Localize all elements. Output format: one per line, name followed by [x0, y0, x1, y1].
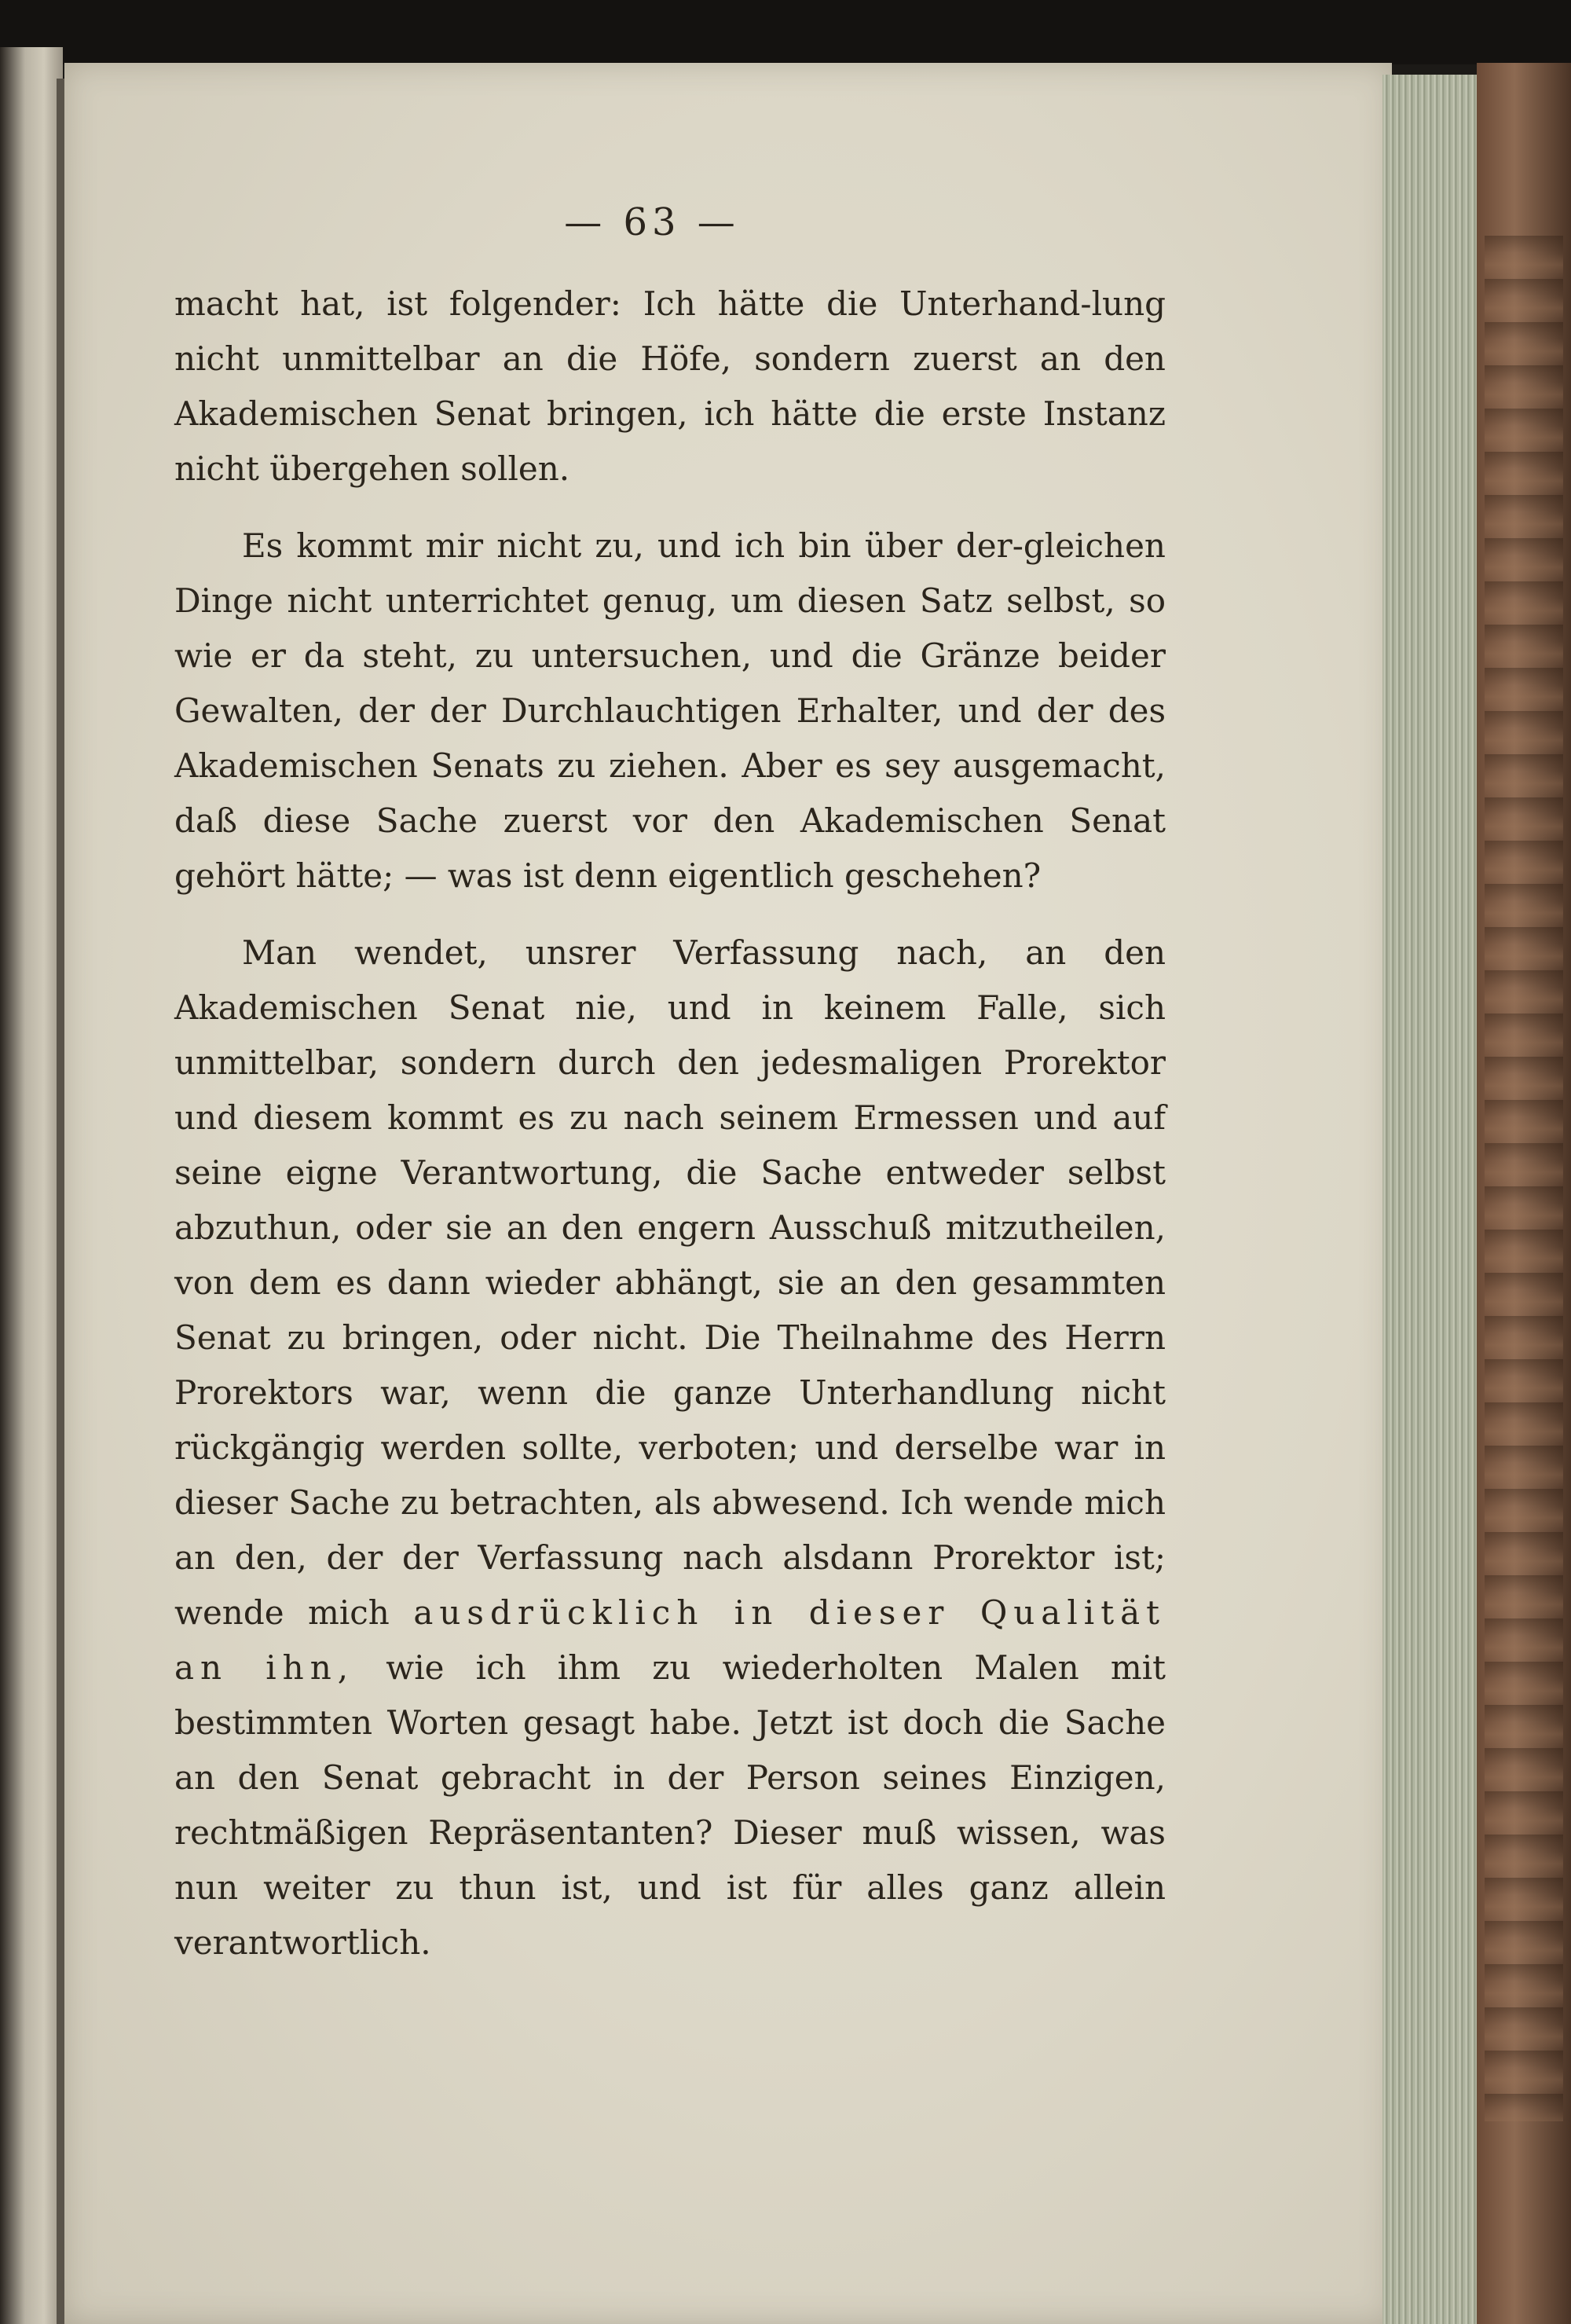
page-number: — 63 — — [564, 200, 740, 244]
paragraph-2: Es kommt mir nicht zu, und ich bin über der-gleichen Dinge nicht unterrichtet genug, um diesen Satz selbst, so wie er da steht, zu untersuchen, und die Gränze beider Gewalten, der der Durchlauchtigen Erhalter, und der des Akademischen Senats zu ziehen. Aber es sey ausgemacht, daß diese Sache zuerst vor den Akademischen Senat gehört hätte; — was ist denn eigentlich geschehen? — [174, 526, 1166, 895]
scan-background-top — [0, 0, 1571, 64]
paragraph-3-text: Man wendet, unsrer Verfassung nach, an den Akademischen Senat nie, und in keinem Falle, sich unmittelbar, sondern durch den jedesmaligen Prorektor und diesem kommt es zu nach seinem Ermessen und auf seine eigne Verantwortung, die Sache entweder selbst abzuthun, oder sie an den engern Ausschuß mitzutheilen, von dem es dann wieder abhängt, sie an den gesammten Senat zu bringen, oder nicht. Die Theilnahme des Herrn Prorektors war, wenn die ganze Unterhandlung nicht rückgängig werden sollte, verboten; und derselbe war in dieser Sache zu betrachten, als abwesend. Ich wende mich an den, der der Verfassung nach alsdann Prorektor ist; wende mich — [174, 933, 1166, 1632]
emphasized-phrase: ausdrücklich in dieser Qualität an ihn, — [174, 1593, 1166, 1687]
previous-page-edge — [0, 47, 63, 2324]
page-body — [174, 277, 1166, 1970]
paragraph-3-tail: wie ich ihm zu wiederholten Malen mit bestimmten Worten gesagt habe. Jetzt ist doch die Sache an den Senat gebracht in der Person seines Einzigen, rechtmäßigen Repräsentanten? Dieser muß wissen, was nun weiter zu thun ist, und ist für alles ganz allein verantwortlich. — [174, 1648, 1166, 1962]
page-block-edges — [1382, 75, 1485, 2324]
cover-texture — [1485, 236, 1563, 2121]
paragraph-1: macht hat, ist folgender: Ich hätte die Unterhand-lung nicht unmittelbar an die Höfe, sondern zuerst an den Akademischen Senat bringen, ich hätte die erste Instanz nicht übergehen sollen. — [174, 284, 1166, 488]
paragraph-3 — [174, 926, 1166, 1970]
gutter-fold — [57, 79, 64, 2324]
